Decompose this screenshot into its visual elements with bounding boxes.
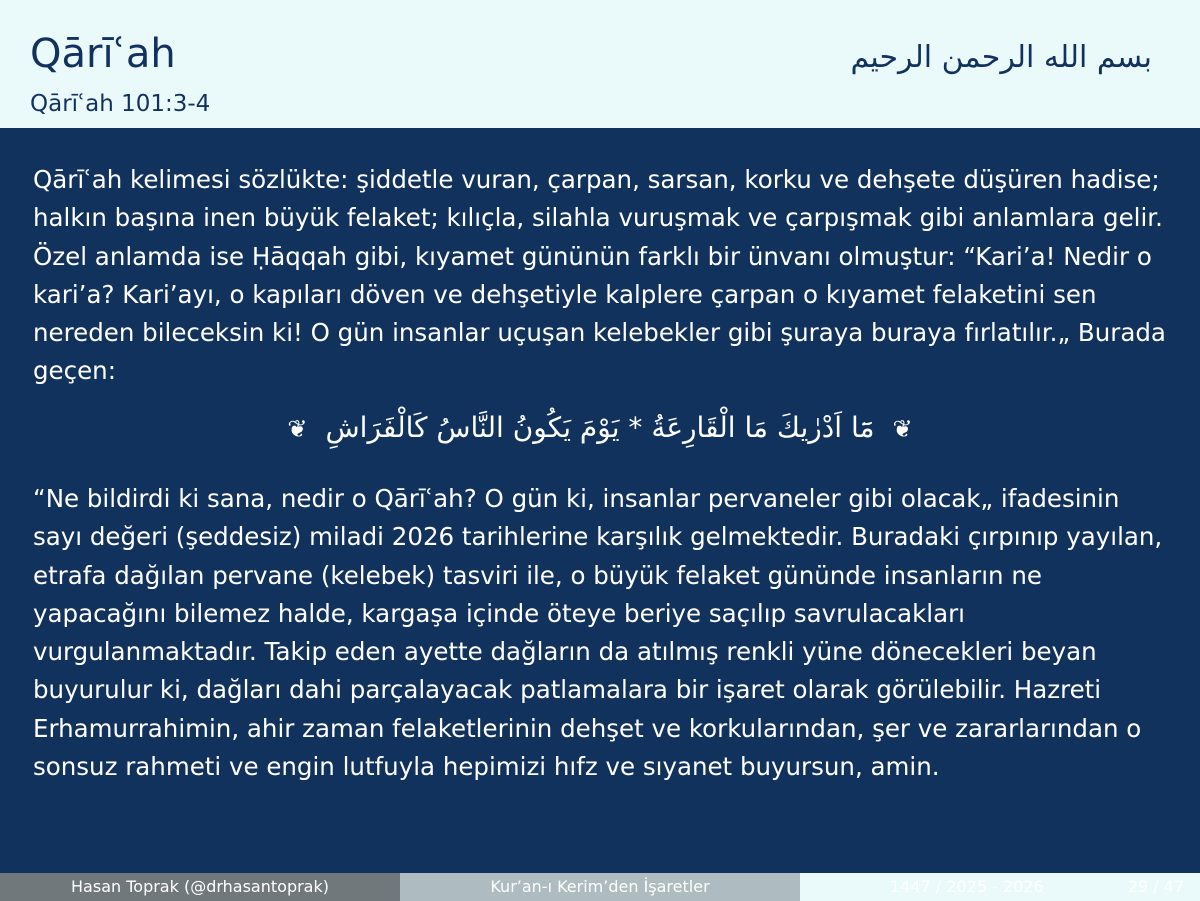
footer-book-title: Kur’an-ı Kerim’den İşaretler xyxy=(400,873,800,901)
footer-date: 1447 / 2025 - 2026 xyxy=(890,877,1044,896)
basmala-text: بسم الله الرحمن الرحيم xyxy=(850,40,1152,75)
slide-footer xyxy=(0,873,1200,901)
ayah-line xyxy=(0,406,1200,451)
ayah-text: مَٓا اَدْرٰيكَ مَا الْقَارِعَةُ * يَوْمَ يَكُونُ النَّاسُ كَالْفَرَاشِ xyxy=(325,411,875,444)
slide-header xyxy=(0,0,1200,128)
footer-info xyxy=(800,873,1200,901)
slide-content xyxy=(0,128,1200,873)
ornament-right-icon: ❦ xyxy=(892,415,913,443)
verse-reference: Qārīʿah 101:3-4 xyxy=(30,91,211,117)
slide-title: Qārīʿah xyxy=(30,31,176,77)
ornament-left-icon: ❦ xyxy=(287,415,308,443)
footer-page-number: 29 / 47 xyxy=(1127,877,1184,896)
footer-author: Hasan Toprak (@drhasantoprak) xyxy=(0,873,400,901)
paragraph-explanation: “Ne bildirdi ki sana, nedir o Qārīʿah? O gün ki, insanlar pervaneler gibi olacak„ ifadesinin sayı değeri (şeddesiz) miladi 2026 tarihlerine karşılık gelmektedir. Buradaki çırpınıp yayılan, etrafa dağılan pervane (kelebek) tasviri ile, o büyük felaket gününde insanların ne yapacağını bilemez halde, kargaşa içinde öteye beriye saçılıp savrulacakları vurgulanmaktadır. Takip eden ayette dağların da atılmış renkli yüne dönecekleri beyan buyurulur ki, dağları dahi parçalayacak patlamalara bir işaret olarak görülebilir. Hazreti Erhamurrahimin, ahir zaman felaketlerinin dehşet ve korkularından, şer ve zararlarından o sonsuz rahmeti ve engin lutfuyla hepimizi hıfz ve sıyanet buyursun, amin. xyxy=(33,484,1163,782)
paragraph-intro: Qārīʿah kelimesi sözlükte: şiddetle vuran, çarpan, sarsan, korku ve dehşete düşüren hadise; halkın başına inen büyük felaket; kılıçla, silahla vuruşmak ve çarpışmak gibi anlamlara gelir. Özel anlamda ise Ḥāqqah gibi, kıyamet gününün farklı bir ünvanı olmuştur: “Kari’a! Nedir o kari’a? Kari’ayı, o kapıları döven ve dehşetiyle kalplere çarpan o kıyamet felaketini sen nereden bileceksin ki! O gün insanlar uçuşan kelebekler gibi şuraya buraya fırlatılır.„ Burada geçen: xyxy=(33,165,1166,386)
